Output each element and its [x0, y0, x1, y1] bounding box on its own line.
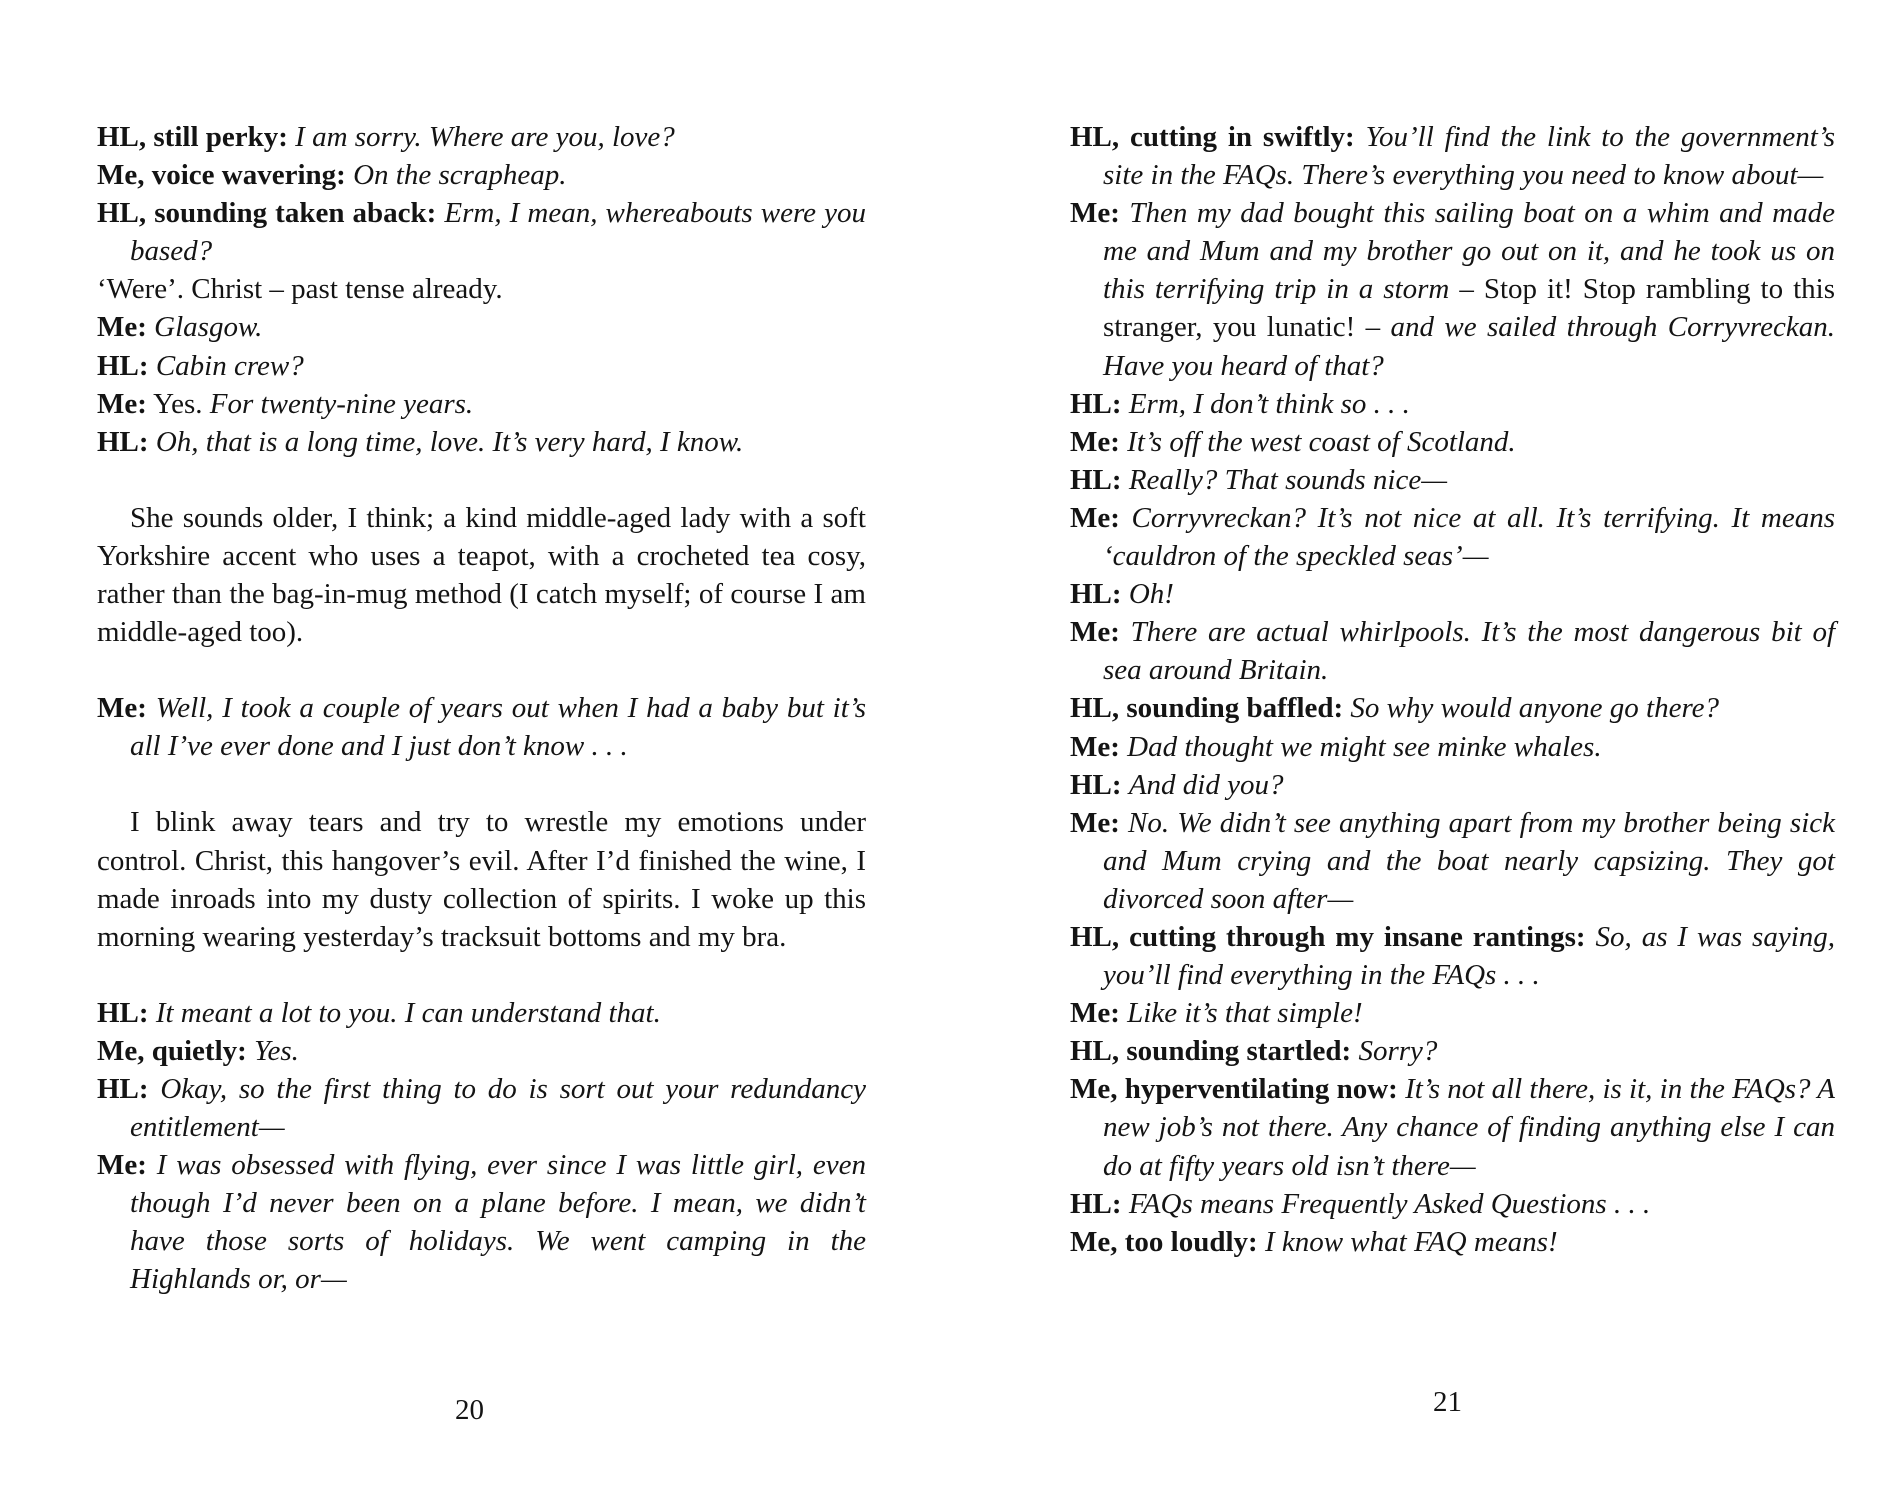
speaker-label: Me:: [97, 1149, 147, 1182]
speech-text: FAQs means Frequently Asked Questions . . .: [1128, 1187, 1651, 1220]
dialogue-line: [1070, 575, 1835, 613]
speaker-label: HL:: [97, 425, 149, 458]
narration-line: ‘Were’. Christ – past tense already.: [97, 273, 503, 306]
speech-text: Oh!: [1128, 578, 1174, 611]
speaker-label: Me, voice wavering:: [97, 159, 346, 192]
speech-text: I was obsessed with flying, ever since I was little girl, even though I’d never been on a plane before. I mean, we didn’t have those sorts of holidays. We went camping in the Highlands or, or—: [130, 1149, 866, 1296]
speaker-label: Me:: [1070, 616, 1120, 649]
right-page: [950, 0, 1899, 1505]
narrative-paragraph: She sounds older, I think; a kind middle-aged lady with a soft Yorkshire accent who uses a teapot, with a crocheted tea cosy, rather than the bag-in-mug method (I catch myself; of course I am middle-aged too).: [97, 501, 866, 649]
speech-text: Oh, that is a long time, love. It’s very hard, I know.: [155, 425, 744, 458]
speaker-label: Me, hyperventilating now:: [1070, 1073, 1398, 1106]
narrative-paragraph: I blink away tears and try to wrestle my emotions under control. Christ, this hangover’s evil. After I’d finished the wine, I made inroads into my dusty collection of spirits. I woke up this morning wearing yesterday’s tracksuit bottoms and my bra.: [97, 806, 866, 953]
speaker-label: Me:: [97, 311, 147, 344]
speaker-label: HL, cutting through my insane rantings:: [1070, 920, 1586, 953]
speech-text: I am sorry. Where are you, love?: [295, 121, 675, 153]
speaker-label: HL, sounding startled:: [1070, 1035, 1352, 1068]
speaker-label: HL:: [97, 349, 149, 382]
speech-text: Like it’s that simple!: [1127, 997, 1363, 1030]
dialogue-line: [1070, 194, 1835, 384]
speech-text: Sorry?: [1358, 1035, 1438, 1068]
speaker-label: Me, too loudly:: [1070, 1225, 1258, 1258]
aside-text: Stop it! Stop rambling to this stranger, you lunatic! –: [1103, 273, 1835, 344]
speech-text: Then my dad bought this sailing boat on a whim and made me and Mum and my brother go out on it, and he took us on this terrifying trip in a storm –: [1103, 197, 1835, 306]
paragraph-gap: [97, 956, 866, 994]
speaker-label: Me:: [1070, 806, 1120, 839]
speaker-label: HL:: [97, 996, 149, 1029]
speaker-label: Me:: [97, 387, 147, 420]
speech-text: Glasgow.: [154, 311, 263, 344]
speech-text: Erm, I don’t think so . . .: [1128, 387, 1410, 420]
speech-text: On the scrapheap.: [353, 159, 567, 192]
speech-text: Well, I took a couple of years out when I had a baby but it’s all I’ve ever done and I just don’t know . . .: [130, 692, 866, 763]
dialogue-line: [97, 308, 866, 346]
speech-text-end: and we sailed through Corryvreckan. Have you heard of that?: [1103, 311, 1836, 382]
speaker-label: HL:: [1070, 578, 1122, 611]
dialogue-line: [97, 194, 866, 270]
speech-text: There are actual whirlpools. It’s the most dangerous bit of sea around Britain.: [1103, 616, 1836, 687]
right-page-text: [1070, 118, 1835, 1261]
speech-text: No. We didn’t see anything apart from my brother being sick and Mum crying and the boat nearly capsizing. They got divorced soon after—: [1103, 806, 1836, 915]
speech-text: Okay, so the first thing to do is sort out your redundancy entitlement—: [130, 1072, 866, 1144]
dialogue-line: [1070, 918, 1835, 994]
speech-text: Dad thought we might see minke whales.: [1127, 730, 1602, 763]
dialogue-line: [97, 994, 866, 1032]
dialogue-line: [1070, 423, 1835, 461]
speech-text: I know what FAQ means!: [1264, 1225, 1558, 1258]
speech-text: So, as I was saying, you’ll find everything in the FAQs . . .: [1103, 920, 1835, 992]
speaker-label: HL:: [1070, 768, 1122, 801]
dialogue-line: [1070, 804, 1835, 918]
dialogue-line: [1070, 994, 1835, 1032]
speech-text: Erm, I mean, whereabouts were you based?: [130, 197, 866, 268]
speech-text: So why would anyone go there?: [1350, 692, 1720, 725]
dialogue-line: [1070, 385, 1835, 423]
dialogue-line: [1070, 1223, 1835, 1261]
paragraph-gap: [97, 461, 866, 499]
dialogue-line: [1070, 766, 1835, 804]
speaker-label: Me:: [97, 692, 147, 725]
speaker-label: HL:: [1070, 463, 1122, 496]
dialogue-line: [97, 156, 866, 194]
dialogue-line: [97, 118, 866, 156]
dialogue-line: [97, 385, 866, 423]
speech-text: Yes.: [254, 1034, 299, 1067]
speaker-label: Me:: [1070, 197, 1120, 230]
speaker-label: HL, sounding taken aback:: [97, 197, 437, 230]
speaker-label: Me, quietly:: [97, 1034, 247, 1067]
paragraph-gap: [97, 651, 866, 689]
speaker-label: Me:: [1070, 501, 1120, 534]
speaker-label: Me:: [1070, 425, 1120, 458]
dialogue-line: [97, 423, 866, 461]
left-page-text: [97, 118, 866, 1299]
dialogue-line: [1070, 118, 1835, 194]
speech-text: It’s off the west coast of Scotland.: [1127, 425, 1516, 458]
speaker-label: HL, cutting in swiftly:: [1070, 121, 1355, 153]
speech-text: Really? That sounds nice—: [1128, 463, 1447, 496]
dialogue-line: [97, 1070, 866, 1146]
dialogue-line: [97, 1146, 866, 1298]
speaker-label: HL:: [97, 1072, 149, 1105]
dialogue-line: [1070, 461, 1835, 499]
dialogue-line: [97, 347, 866, 385]
paragraph-gap: [97, 765, 866, 803]
speaker-label: HL:: [1070, 387, 1122, 420]
dialogue-line: [1070, 1185, 1835, 1223]
speech-text: You’ll find the link to the government’s site in the FAQs. There’s everything you need to know about—: [1103, 121, 1836, 192]
dialogue-line: [1070, 728, 1835, 766]
dialogue-line: [1070, 1070, 1835, 1184]
speaker-label: HL, still perky:: [97, 121, 288, 153]
dialogue-line: [97, 689, 866, 765]
page-number-right: 21: [1433, 1386, 1462, 1418]
speaker-label: HL, sounding baffled:: [1070, 692, 1344, 725]
speech-text: Cabin crew?: [155, 349, 304, 382]
dialogue-line: [1070, 499, 1835, 575]
speech-text: It’s not all there, is it, in the FAQs? A new job’s not there. Any chance of finding anything else I can do at fifty years old isn’t there—: [1103, 1073, 1835, 1182]
dialogue-line: [1070, 613, 1835, 689]
speaker-label: HL:: [1070, 1187, 1122, 1220]
speech-text: And did you?: [1128, 768, 1284, 801]
reply-text: Yes.: [153, 387, 203, 420]
dialogue-line: [97, 1032, 866, 1070]
dialogue-line: [1070, 689, 1835, 727]
speech-text: It meant a lot to you. I can understand that.: [155, 996, 661, 1029]
dialogue-line: [1070, 1032, 1835, 1070]
speech-text: Corryvreckan? It’s not nice at all. It’s terrifying. It means ‘cauldron of the speckled seas’—: [1103, 501, 1835, 573]
page-number-left: 20: [455, 1394, 484, 1426]
speech-text: For twenty-nine years.: [209, 387, 474, 420]
speaker-label: Me:: [1070, 730, 1120, 763]
speaker-label: Me:: [1070, 997, 1120, 1030]
